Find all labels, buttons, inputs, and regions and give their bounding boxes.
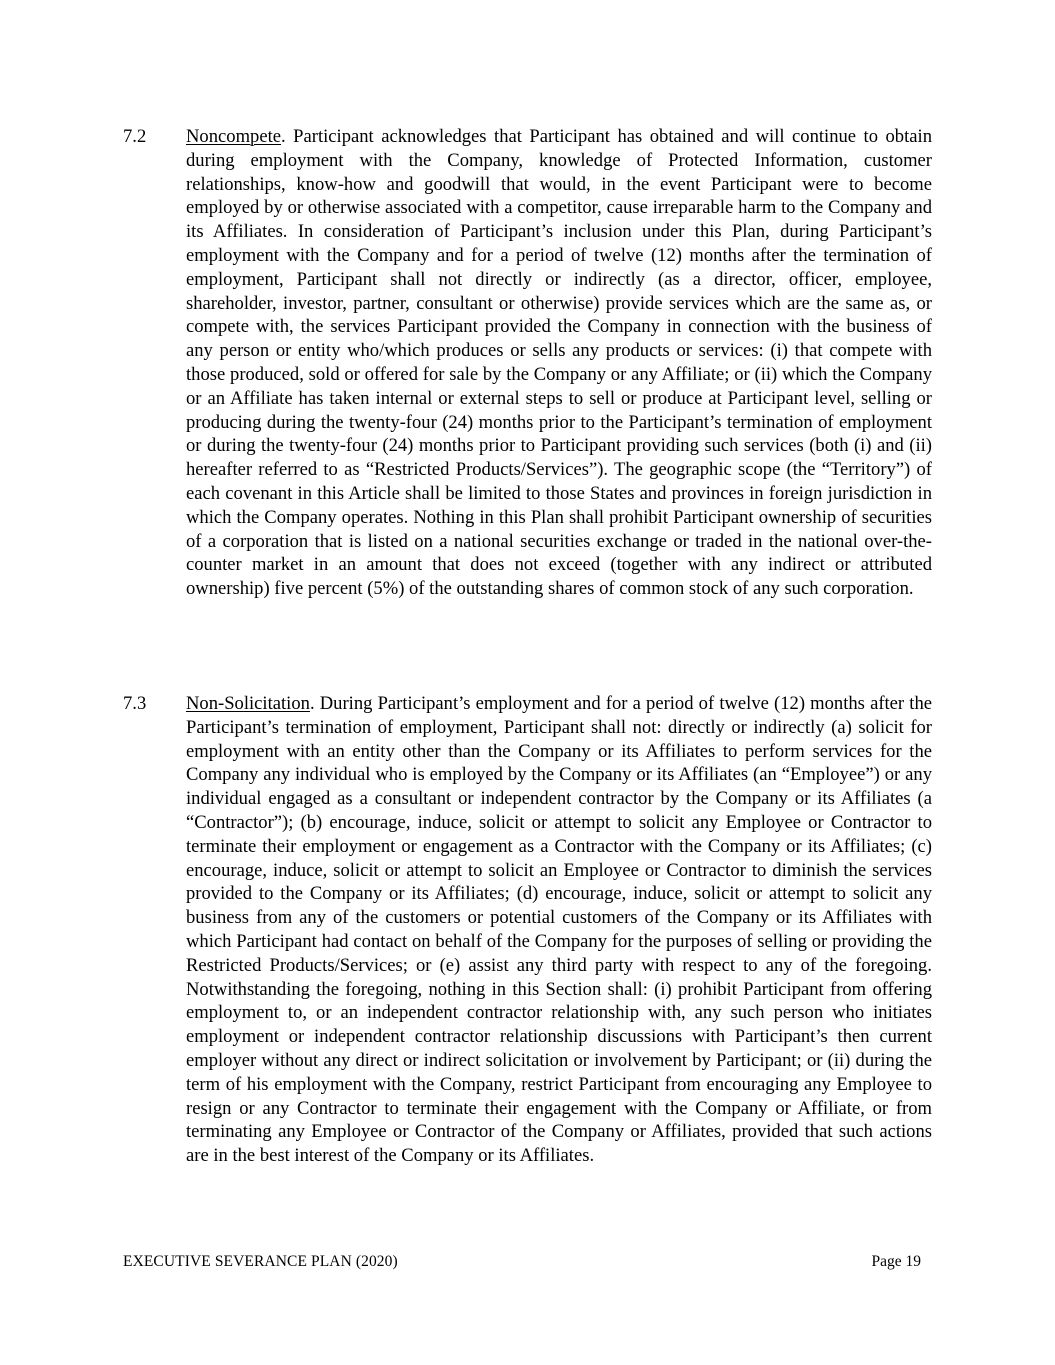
section-text: . Participant acknowledges that Participant has obtained and will continue to obtain during employment with the Company, knowledge of Protected Information, customer relationships, know-how and goodwill that would, in the event Participant were to become employed by or otherwise associated with a competitor, cause irreparable harm to the Company and its Affiliates. In consideration of Participant’s inclusion under this Plan, during Participant’s employment with the Company and for a period of twelve (12) months after the termination of employment, Participant shall not directly or indirectly (as a director, officer, employee, shareholder, investor, partner, consultant or otherwise) provide services which are the same as, or compete with, the services Participant provided the Company in connection with the business of any person or entity who/which produces or sells any products or services: (i) that compete with those produced, sold or offered for sale by the Company or any Affiliate; or (ii) which the Company or an Affiliate has taken internal or external steps to sell or produce at Participant level, selling or producing during the twenty-four (24) months prior to the Participant’s termination of employment or during the twenty-four (24) months prior to Participant providing such services (both (i) and (ii) hereafter referred to as “Restricted Products/Services”). The geographic scope (the “Territory”) of each covenant in this Article shall be limited to those States and provinces in foreign jurisdiction in which the Company operates. Nothing in this Plan shall prohibit Participant ownership of securities of a corporation that is listed on a national securities exchange or traded in the national over-the-counter market in an amount that does not exceed (together with any indirect or attributed ownership) five percent (5%) of the outstanding shares of common stock of any such corporation. bbox=[186, 126, 932, 600]
section-body bbox=[186, 692, 932, 1168]
footer-document-title: EXECUTIVE SEVERANCE PLAN (2020) bbox=[123, 1253, 398, 1270]
section-text: . During Participant’s employment and for a period of twelve (12) months after the Participant’s termination of employment, Participant shall not: directly or indirectly (a) solicit for employment with an entity other than the Company or its Affiliates to perform services for the Company any individual who is employed by the Company or its Affiliates (an “Employee”) or any individual engaged as a consultant or independent contractor by the Company or its Affiliates (a “Contractor”); (b) encourage, induce, solicit or attempt to solicit any Employee or Contractor to terminate their employment or engagement as a Contractor with the Company or its Affiliates; (c) encourage, induce, solicit or attempt to solicit an Employee or Contractor to diminish the services provided to the Company or its Affiliates; (d) encourage, induce, solicit or attempt to solicit any business from any of the customers or potential customers of the Company or its Affiliates with which Participant had contact on behalf of the Company for the purposes of selling or providing the Restricted Products/Services; or (e) assist any third party with respect to any of the foregoing. Notwithstanding the foregoing, nothing in this Section shall: (i) prohibit Participant from offering employment to, or an independent contractor relationship with, any such person who initiates employment or independent contractor relationship discussions with Participant’s then current employer without any direct or indirect solicitation or involvement by Participant; or (ii) during the term of his employment with the Company, restrict Participant from encouraging any Employee to resign or any Contractor to terminate their engagement with the Company or Affiliate, or from terminating any Employee or Contractor of the Company or Affiliates, provided that such actions are in the best interest of the Company or its Affiliates. bbox=[186, 693, 932, 1167]
section-number: 7.2 bbox=[123, 126, 147, 147]
section-number: 7.3 bbox=[123, 693, 147, 714]
section-heading: Noncompete bbox=[186, 126, 282, 147]
section-body bbox=[186, 125, 932, 601]
section-heading: Non-Solicitation bbox=[186, 693, 310, 714]
section-7-2 bbox=[123, 125, 932, 601]
section-7-3 bbox=[123, 692, 932, 1168]
footer-page-number: Page 19 bbox=[871, 1253, 921, 1270]
